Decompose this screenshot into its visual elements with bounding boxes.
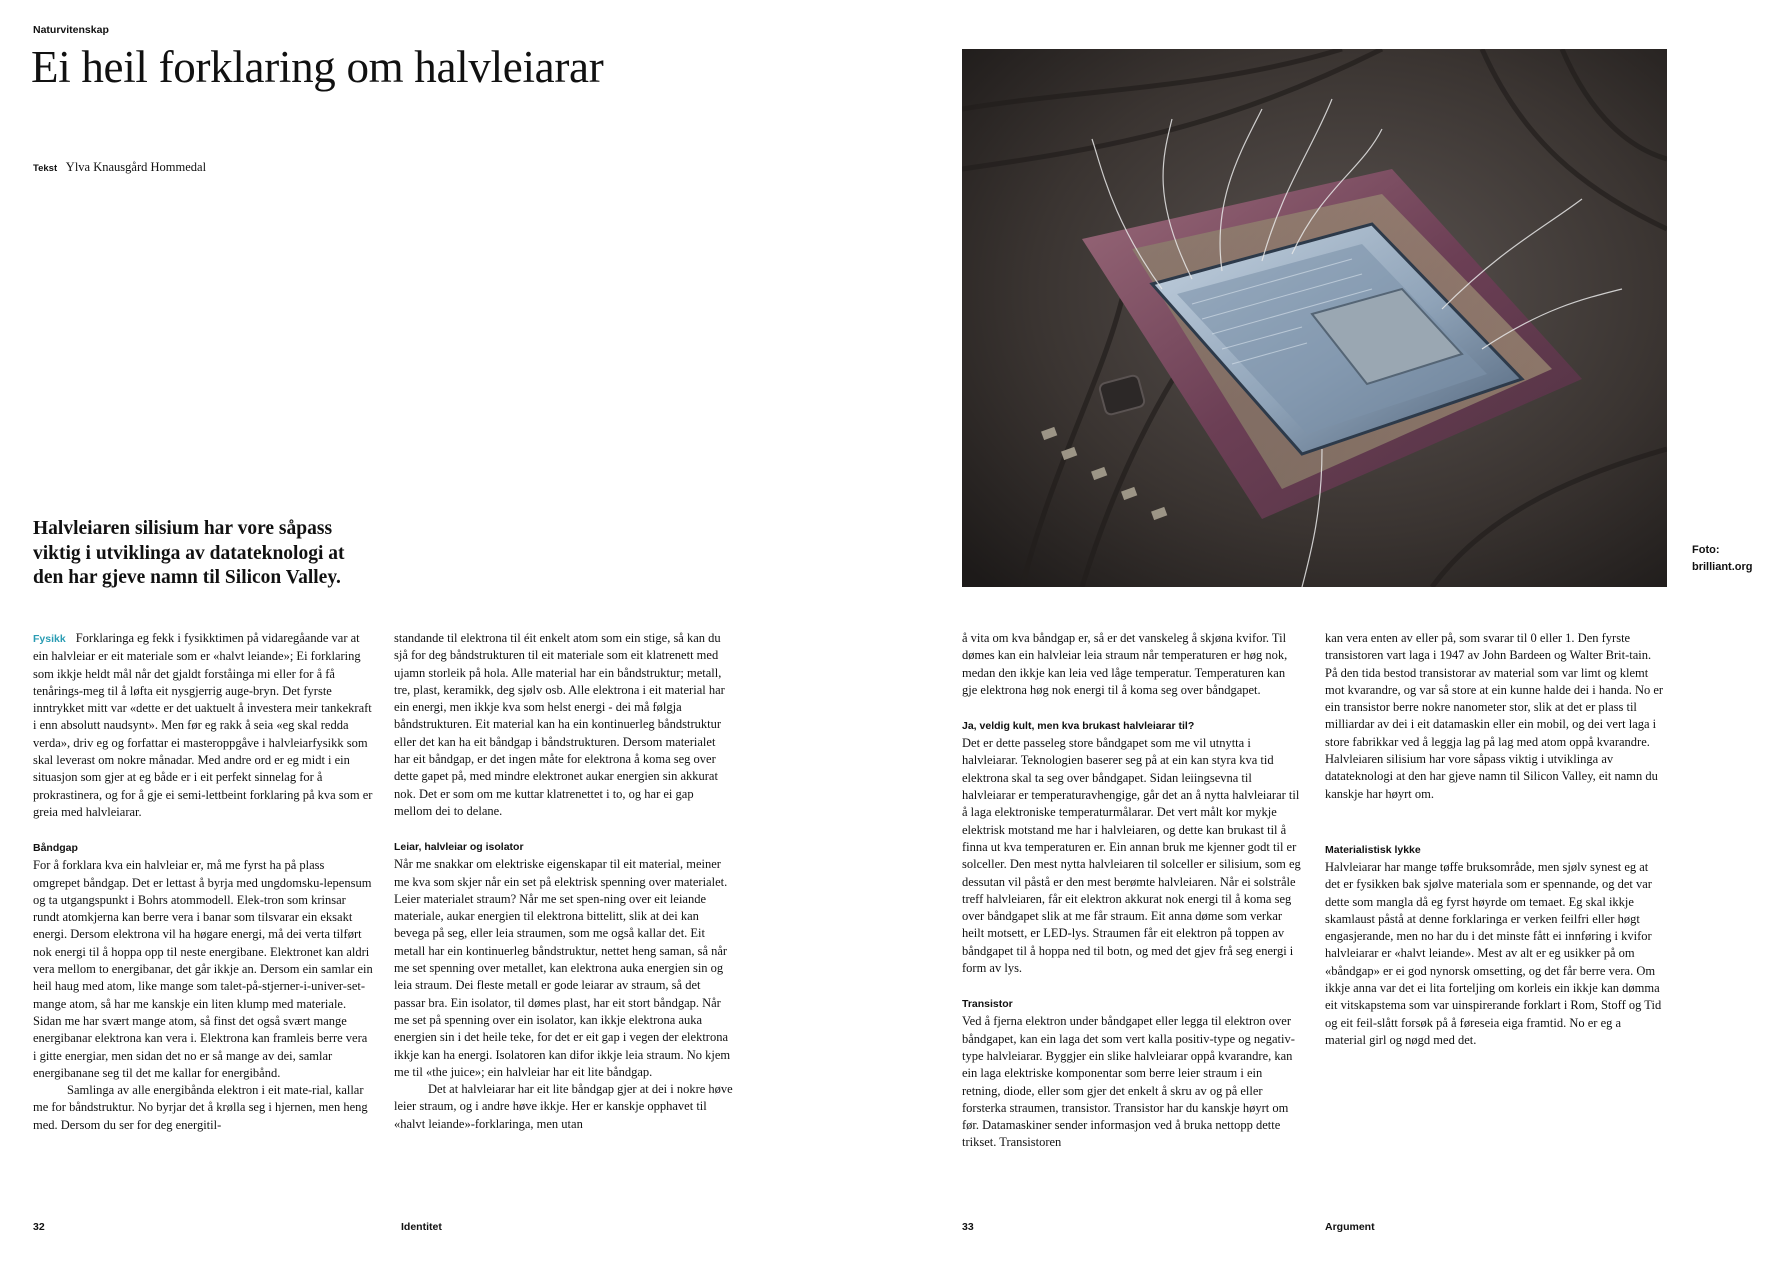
page-number-right: 33 xyxy=(962,1221,974,1233)
subheading: Transistor xyxy=(962,998,1013,1011)
body-column-2 xyxy=(394,630,734,1133)
photo-credit xyxy=(1692,542,1753,576)
body-paragraph: Det at halvleiarar har eit lite båndgap gjer at dei i nokre høve leier straum, og i andre høve ikkje. Her er kanskje opphavet til «halvt leiande»-forklaringa, men utan xyxy=(394,1082,733,1131)
body-paragraph: For å forklara kva ein halvleiar er, må me fyrst ha på plass omgrepet båndgap. Det er lettast å byrja med ungdomsku-lepensum og ta utgangspunkt i Bohrs atommodell. Elek-tron som krinsar rundt atomkjerna kan berre vera i banar som tilsvarar ein eksakt energi. Dersom elektrona vil ha høgare energi, må dei verta tilført nok energi til å hoppa opp til neste energibane. Elektronet kan aldri vera mellom to energibanar, det går ikkje an. Dersom ein samlar ein heil haug med atom, like mange som talet-på-stjerner-i-univer-set-mange atom, så har me kanskje ein liten klump med materiale. Sidan me har svært mange atom, så finst det også svært mange energibanar elektrona kan vera i. Elektrona kan framleis berre vera i gitte energiar, men sidan det no er så mange av dei, samlar energibanane seg til det me kallar for energibånd. xyxy=(33,858,373,1080)
body-column-1 xyxy=(33,630,373,1134)
body-paragraph: standande til elektrona til éit enkelt atom som ein stige, så kan du sjå for deg båndstrukturen til eit materiale som eit klatrenett med ujamn storleik på hola. Alle material har ein båndstruktur; metall, tre, plast, keramikk, deg sjølv osb. Alle elektrona i eit material har ein energi, men ikkje kva som helst energi - dei må følgja båndstrukturen. Eit material kan ha ein kontinuerleg båndstruktur eller det kan ha eit båndgap i båndstrukturen. Dersom materialet har eit båndgap, er det ingen måte for elektrona å koma seg over dette gapet på, med mindre elektronet aukar energien sin akkurat nok. Det er som om me kuttar klatrenettet i to, og har ei gap mellom dei to delane. xyxy=(394,631,725,818)
microchip-photo xyxy=(962,49,1667,587)
body-column-3 xyxy=(962,630,1302,1152)
lead-paragraph: Halvleiaren silisium har vore såpass viktig i utviklinga av datateknologi at den har gjeve namn til Silicon Valley. xyxy=(33,518,345,589)
body-paragraph: Samlinga av alle energibånda elektron i eit mate-rial, kallar me for båndstruktur. No byrjar det å krølla seg i hjernen, men heng med. Dersom du ser for deg energitil- xyxy=(33,1083,368,1132)
body-paragraph: Halvleiarar har mange tøffe bruksområde, men sjølv synest eg at det er fysikken bak sjølve materiala som er spennande, og det var dette som mangla då eg fyrst høyrde om temaet. Eg skal ikkje skamlaust påstå at denne forklaringa er verken feilfri eller høgt engasjerande, men no har du i det minste fått ei innføring i kvifor halvleiarar er «halvt leiande». Mest av alt er eg usikker på om «båndgap» er ei god nynorsk omsetting, og det får berre vera. Om ikkje anna var det ei lita forteljing om korleis ein ikkje kan dømma eit vitskapstema som var uinspirerande forklart i Rom, Stoff og Tid og eit feil-slått forsøk på å føreseia eiga framtid. No er eg a material girl og nøgd med det. xyxy=(1325,859,1662,1047)
byline-label: Tekst xyxy=(33,163,58,174)
subheading: Båndgap xyxy=(33,842,78,855)
section-label: Naturvitenskap xyxy=(33,24,109,36)
photo-credit-label: Foto: xyxy=(1692,544,1720,556)
body-paragraph: kan vera enten av eller på, som svarar til 0 eller 1. Den fyrste transistoren vart laga i 1947 av John Bardeen og Walter Brit-tain. På den tida bestod transistorar av material som var limt og klemt mot kvarandre, og var så store at ein kunne halde dei i handa. No er ein transistor berre nokre nanometer stor, slik at det er plass til milliardar av dei i eit datamaskin eller ein mobil, og dei vert laga i store fabrikkar ved å leggja lag på lag med atom oppå kvarandre. Halvleiaren silisium har vore såpass viktig i utviklinga av datateknologi at den har gjeve namn til Silicon Valley, eit namn du kanskje har høyrt om. xyxy=(1325,631,1664,801)
running-footer-left: Identitet xyxy=(401,1221,442,1233)
byline xyxy=(33,160,206,175)
body-paragraph xyxy=(33,630,373,821)
body-paragraph: Ved å fjerna elektron under båndgapet eller legga til elektron over båndgapet, kan ein laga det som vert kalla positiv-type og negativ-type halvleiarar. Byggjer ein slike halvleiarar oppå kvarandre, kan ein laga elektriske komponentar som berre leier straum i ein retning, diode, eller som gjer det enkelt å skru av og på eller forsterka straumen, transistor. Transistor har du kanskje høyrt om før. Datamaskiner sender informasjon ved å bruka nettopp dette trikset. Transistoren xyxy=(962,1014,1295,1150)
body-paragraph: Når me snakkar om elektriske eigenskapar til eit material, meiner me kva som skjer når ein set på elektrisk spenning over materialet. Leier materialet straum? Når me set spen-ning over eit leiande materiale, aukar energien til elektrona bittelitt, slik at dei kan bevega på seg, eller leia straumen, som me også kallar det. Eit metall har ein kontinuerleg båndstruktur, nettet heng saman, så når me set spenning over metallet, kan elektrona auka energien sin og leia straum. Dei fleste metall er gode leiarar av straum, så det passar bra. Ein isolator, til dømes plast, har eit stort båndgap. Når me set på spenning over ein isolator, kan ikkje elektrona auka energien sin i det heile teke, for det er eit gap i vegen der elektrona ikkje kan ha energi. Isolatoren kan difor ikkje leia straum. No kjem me til «the juice»; ein halvleiar har eit lite båndgap. xyxy=(394,857,731,1079)
body-paragraph: Det er dette passeleg store båndgapet som me vil utnytta i halvleiarar. Teknologien baserer seg på at ein kan styra kva tid elektrona skal ta seg over båndgapet. Sidan leiingsevna til halvleiarar er temperaturavhengige, går det an å nytta halvleiarar til å laga elektroniske temperaturmålarar. Det vert målt kor mykje elektrisk motstand me har i halvleiaren, og dette kan brukast til å finna ut kva temperaturen er. Ein annan bruk me kjenner godt til er solceller. Den mest nytta halvleiaren til solceller er silisium, som eg dessutan vil påstå er den mest berømte halvleiaren. Når ei solstråle treff halvleiaren, får eit elektron akkurat nok energi til å koma seg over båndgapet slik at me får straum. Eit anna døme som verkar heilt motsett, er LED-lys. Straumen får eit elektron på toppen av båndgapet til å hoppa ned til botn, og med det gjev frå seg energi i form av lys. xyxy=(962,736,1301,976)
subheading: Materialistisk lykke xyxy=(1325,843,1421,856)
body-column-4 xyxy=(1325,630,1665,1049)
section-kicker: Fysikk xyxy=(33,633,66,645)
body-text: Forklaringa eg fekk i fysikktimen på vidaregåande var at ein halvleiar er eit materiale som er «halvt leiande»; Ei forklaring som ikkje heldt mål når det gjaldt forståinga mi eller for å få tenårings-meg til å løfta eit nysgjerrig auge-bryn. Det fyrste inntrykket mitt var «dette er det uaktuelt å investera meir tankekraft i enn absolutt naudsynt». Men før eg rakk å seia «eg skal redda verda», driv eg og forfattar ei masteroppgåve i halvleiarfysikk som skal leverast om nokre månadar. Med andre ord er eg midt i ein situasjon som gjer at eg både er i eit perfekt sinnelag for å prokrastinera, og for å gje ei semi-lettbeint forklaring på kva som er greia med halvleiarar. xyxy=(33,631,373,819)
running-footer-right: Argument xyxy=(1325,1221,1375,1233)
subheading: Leiar, halvleiar og isolator xyxy=(394,841,524,854)
photo-credit-source: brilliant.org xyxy=(1692,561,1753,573)
byline-author: Ylva Knausgård Hommedal xyxy=(65,160,207,174)
body-paragraph: å vita om kva båndgap er, så er det vanskeleg å skjøna kvifor. Til dømes kan ein halvleiar leia straum når temperaturen er høg nok, medan den ikkje kan leia ved låge temperatur. Temperaturen kan gje elektrona høg nok energi til å koma seg over båndgapet. xyxy=(962,631,1288,697)
subheading: Ja, veldig kult, men kva brukast halvleiarar til? xyxy=(962,720,1195,733)
page-number-left: 32 xyxy=(33,1221,45,1233)
article-title: Ei heil forklaring om halvleiarar xyxy=(31,42,604,92)
